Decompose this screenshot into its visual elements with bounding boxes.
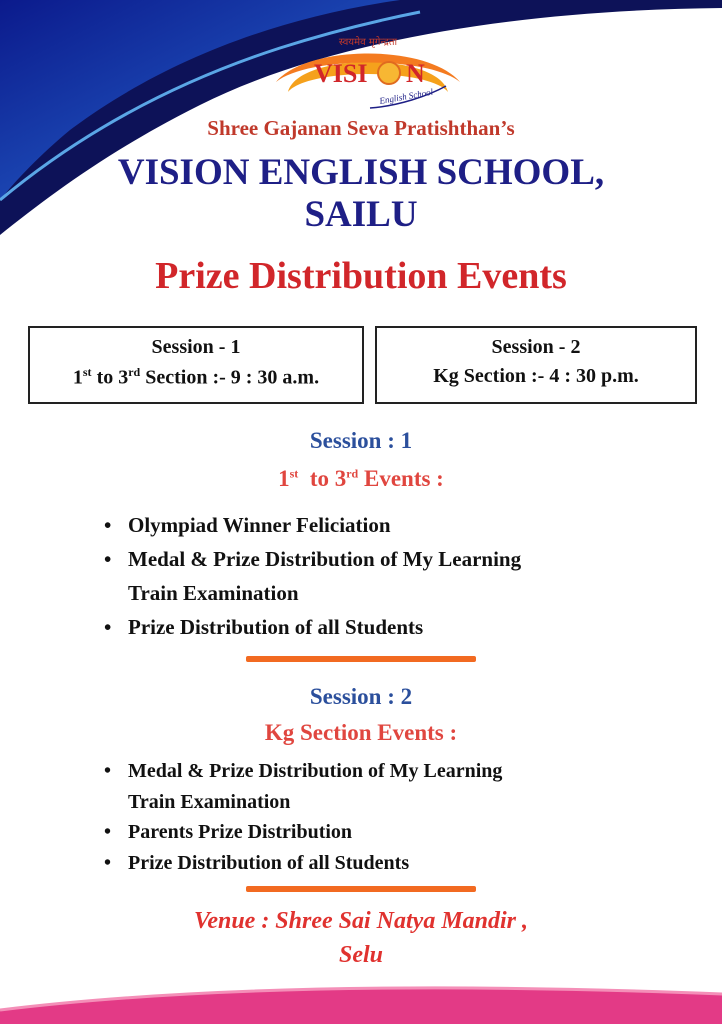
trust-name: Shree Gajanan Seva Pratishthan’s <box>207 116 515 140</box>
list-item: • Prize Distribution of all Students <box>104 610 521 644</box>
session-2-box-time: Kg Section :- 4 : 30 p.m. <box>433 365 639 387</box>
list-item: • Prize Distribution of all Students <box>104 848 502 879</box>
svg-text:स्वयमेव मृगेन्द्रता: स्वयमेव मृगेन्द्रता <box>338 37 398 48</box>
school-name-line1: VISION ENGLISH SCHOOL, <box>117 152 605 193</box>
school-logo <box>268 30 468 120</box>
bottom-wave-decoration <box>0 964 722 1024</box>
venue-line1: Venue : Shree Sai Natya Mandir , <box>193 908 529 934</box>
list-item: • Medal & Prize Distribution of My Learning Train Examination <box>104 756 502 817</box>
school-name <box>0 152 722 236</box>
session-2-box-label: Session - 2 <box>491 336 581 358</box>
school-name-line2: SAILU <box>304 194 418 235</box>
session-1-box-time: 1st to 3rd Section :- 9 : 30 a.m. <box>72 365 320 389</box>
session-1-box <box>28 326 364 404</box>
separator <box>246 886 476 892</box>
session-2-subheading: Kg Section Events : <box>264 720 458 745</box>
separator <box>246 656 476 662</box>
venue-line2: Selu <box>338 942 383 968</box>
list-item: • Medal & Prize Distribution of My Learning Train Examination <box>104 542 521 610</box>
session-1-event-list <box>104 508 521 644</box>
session-1-box-label: Session - 1 <box>151 336 241 358</box>
event-title: Prize Distribution Events <box>155 255 567 297</box>
list-item: • Parents Prize Distribution <box>104 817 502 848</box>
list-item: • Olympiad Winner Feliciation <box>104 508 521 542</box>
session-1-heading: Session : 1 <box>309 428 413 453</box>
session-2-event-list <box>104 756 502 879</box>
svg-text:English School: English School <box>378 86 434 106</box>
session-2-box <box>375 326 697 404</box>
session-2-heading: Session : 2 <box>309 684 413 709</box>
svg-text:VISI: VISI <box>314 59 368 88</box>
svg-text:N: N <box>406 59 425 88</box>
session-1-subheading: 1st to 3rd Events : <box>278 466 444 491</box>
